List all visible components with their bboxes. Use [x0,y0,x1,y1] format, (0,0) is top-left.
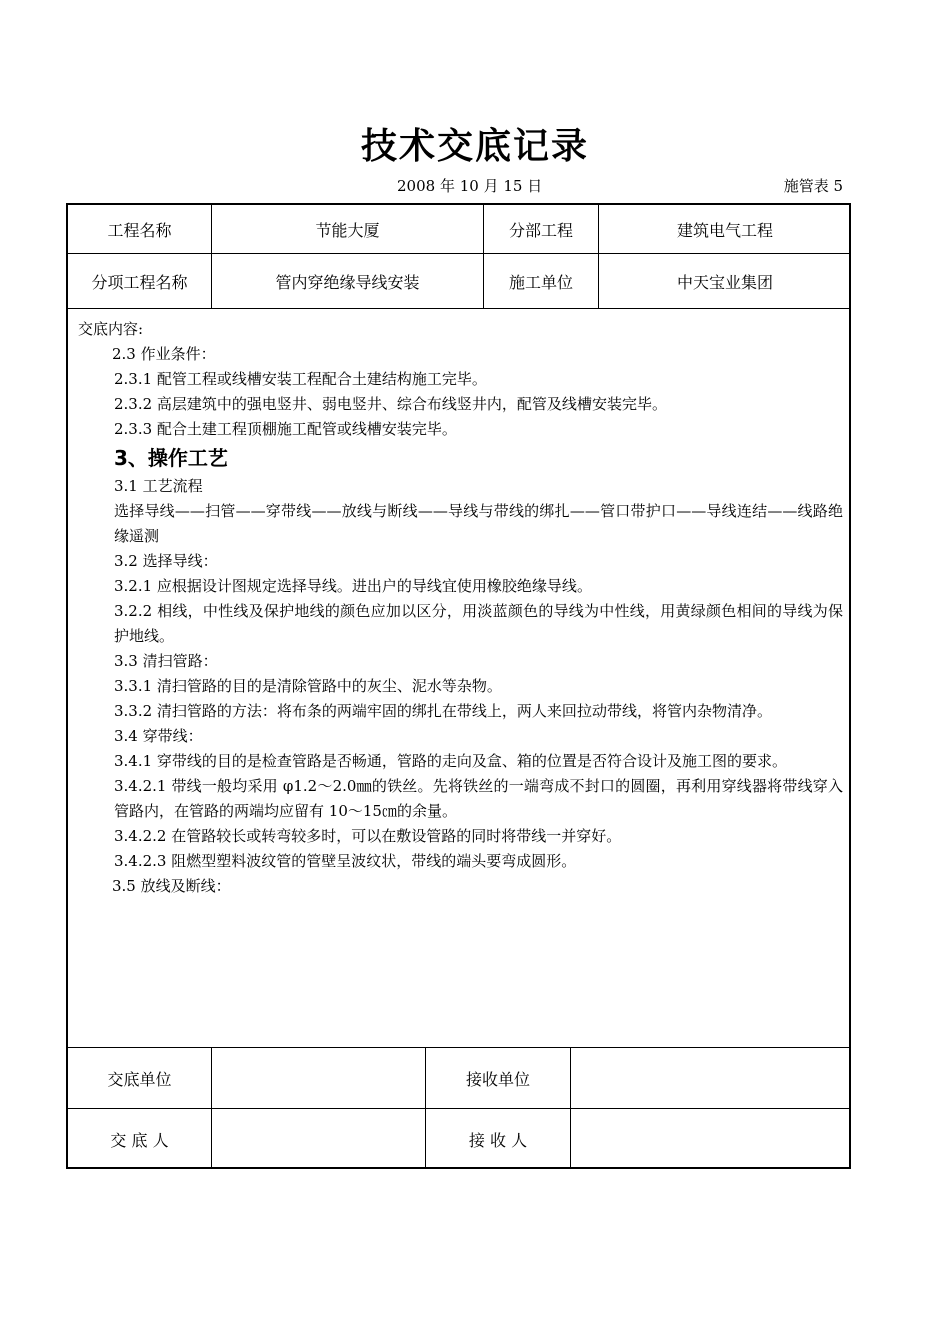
subitem-value: 管内穿绝缘导线安装 [275,272,420,292]
content-line: 3.3.2 清扫管路的方法：将布条的两端牢固的绑扎在带线上，两人来回拉动带线，将管内杂物清净。 [114,702,772,720]
content-line: 3.5 放线及断线： [112,877,231,895]
content-line: 3.4 穿带线： [114,727,203,745]
content-line: 2.3.2 高层建筑中的强电竖井、弱电竖井、综合布线竖井内，配管及线槽安装完毕。 [114,395,667,413]
issuing-unit-value[interactable] [212,1048,425,1108]
content-line: 3.4.2.2 在管路较长或转弯较多时，可以在敷设管路的同时将带线一并穿好。 [114,827,622,845]
receiver-label: 接 收 人 [468,1130,528,1150]
content-line: 3.2.1 应根据设计图规定选择导线。进出户的导线宜使用橡胶绝缘导线。 [114,577,592,595]
date: 2008 年 10 月 15 日 [397,177,543,195]
form-number: 施管表 5 [783,177,843,195]
issuer-value[interactable] [212,1109,425,1169]
receiving-unit-value[interactable] [571,1048,851,1108]
section-heading: 3、操作工艺 [114,446,228,470]
content-line: 3.4.2.1 带线一般均采用 φ1.2～2.0㎜的铁丝。先将铁丝的一端弯成不封口的圆圈，再利用穿线器将带线穿入管路内，在管路的两端均应留有 10～15㎝的余量。 [114,777,843,820]
receiving-unit-label: 接收单位 [465,1069,530,1089]
table-divider [68,308,849,309]
receiver-value[interactable] [571,1109,851,1169]
content-label: 交底内容: [78,320,144,338]
issuing-unit-label: 交底单位 [107,1069,172,1089]
content-line: 3.3.1 清扫管路的目的是清除管路中的灰尘、泥水等杂物。 [114,677,502,695]
content-line: 3.4.2.3 阻燃型塑料波纹管的管壁呈波纹状，带线的端头要弯成圆形。 [114,852,577,870]
issuer-label: 交 底 人 [110,1130,169,1150]
content-line: 3.1 工艺流程 [114,477,203,495]
project-name-value: 节能大厦 [315,220,380,240]
content-line: 3.2.2 相线，中性线及保护地线的颜色应加以区分，用淡蓝颜色的导线为中性线，用黄绿颜色相间的导线为保护地线。 [114,602,843,645]
contractor-value: 中天宝业集团 [676,272,773,292]
record-table [66,203,851,1169]
project-name-label: 工程名称 [107,220,172,240]
content-line: 2.3.3 配合土建工程顶棚施工配管或线槽安装完毕。 [114,420,457,438]
content-line: 3.3 清扫管路： [114,652,218,670]
document-title: 技术交底记录 [360,126,589,167]
division-value: 建筑电气工程 [676,220,773,240]
content-line: 3.2 选择导线： [114,552,218,570]
contractor-label: 施工单位 [508,272,573,292]
briefing-content [78,317,843,899]
content-line: 2.3.1 配管工程或线槽安装工程配合土建结构施工完毕。 [114,370,487,388]
content-line: 2.3 作业条件： [112,345,216,363]
content-line: 3.4.1 穿带线的目的是检查管路是否畅通，管路的走向及盒、箱的位置是否符合设计及施工图的要求。 [114,752,787,770]
division-label: 分部工程 [508,220,573,240]
content-line: 选择导线——扫管——穿带线——放线与断线——导线与带线的绑扎——管口带护口——导线连结——线路绝缘遥测 [114,502,843,545]
subitem-label: 分项工程名称 [91,272,188,292]
